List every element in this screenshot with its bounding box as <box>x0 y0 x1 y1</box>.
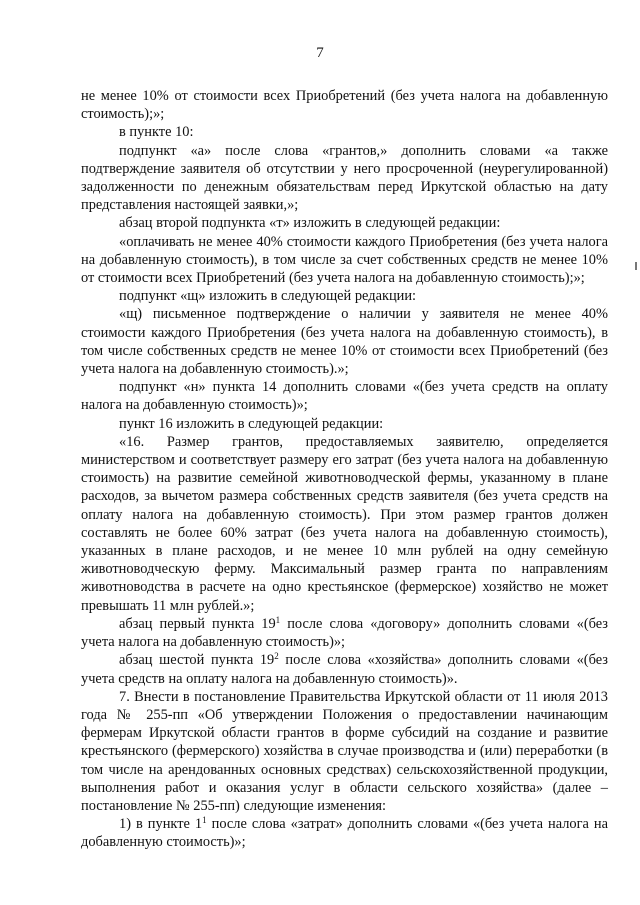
document-body <box>81 87 608 852</box>
paragraph-item-19-1-after: после слова «договору» дополнить словами «(без учета налога на добавленную стоимость)»; <box>81 615 608 651</box>
paragraph-continuation: не менее 10% от стоимости всех Приобретений (без учета налога на добавленную стоимость);»; <box>81 88 608 123</box>
paragraph-section-7: 7. Внести в постановление Правительства Иркутской области от 11 июля 2013 года № 255-пп «Об утверждении Положения о предоставлении начинающим фермерам Иркутской области грантов в форме субсидий на создание и развитие крестьянского (фермерского) хозяйства в случае производства и (или) переработки (в том числе на арендованных основных средствах) сельскохозяйственной продукции, выполнения работ и оказания услуг в области сельского хозяйства» (далее – постановление № 255-пп) следующие изменения: <box>81 688 608 814</box>
paragraph-subitem-t-intro: абзац второй подпункта «т» изложить в следующей редакции: <box>119 215 501 232</box>
paragraph-item-19-2-after: после слова «хозяйства» дополнить словами «(без учета средств на оплату налога на добавленную стоимость)». <box>81 652 608 687</box>
paragraph-section-7-item-1-after: после слова «затрат» дополнить словами «(без учета налога на добавленную стоимость)»; <box>81 816 608 851</box>
paragraph-subitem-n: подпункт «н» пункта 14 дополнить словами «(без учета средств на оплату налога на добавленную стоимость)»; <box>81 379 608 414</box>
paragraph-section-7-item-1-before: 1) в пункте 1 <box>119 816 203 833</box>
paragraph-item-19-1-before: абзац первый пункта 19 <box>119 615 276 632</box>
paragraph-item-16-text: «16. Размер грантов, предоставляемых заявителю, определяется министерством и соответствует размеру его затрат (без учета налога на добавленную стоимость) на развитие семейной животноводческой фермы, указанному в плане расходов, за вычетом размера собственных средств заявителя (без учета средств на оплату налога на добавленную стоимость). При этом размер грантов должен составлять не более 60% затрат (без учета налога на добавленную стоимость), указанных в плане расходов, и не менее 10 млн рублей на одну семейную животноводческую ферму. Максимальный размер гранта по направлениям животноводства в расчете на одно крестьянское (фермерское) хозяйство не может превышать 11 млн рублей.»; <box>81 433 608 614</box>
paragraph-section-7-item-1 <box>81 815 608 851</box>
paragraph-subitem-a: подпункт «а» после слова «грантов,» дополнить словами «а также подтверждение заявителя об отсутствии у него просроченной (неурегулированной) задолженности по денежным обязательствам перед Иркутской областью на дату представления настоящей заявки,»; <box>81 142 608 214</box>
paragraph-item-19-2-superscript: 2 <box>274 651 279 662</box>
paragraph-item-16-intro: пункт 16 изложить в следующей редакции: <box>119 415 384 432</box>
paragraph-subitem-shch-text: «щ) письменное подтверждение о наличии у заявителя не менее 40% стоимости каждого Приобретения (без учета налога на добавленную стоимость), в том числе собственных средств не менее 10% от стоимости всех Приобретений (без учета налога на добавленную стоимость).»; <box>81 306 608 378</box>
paragraph-subitem-shch-intro: подпункт «щ» изложить в следующей редакции: <box>119 288 417 305</box>
paragraph-item-19-2-before: абзац шестой пункта 19 <box>119 652 275 669</box>
paragraph-item-19-2 <box>81 651 608 687</box>
paragraph-item-10: в пункте 10: <box>119 124 194 141</box>
page-number: 7 <box>316 45 324 61</box>
paragraph-item-19-1 <box>81 615 608 651</box>
paragraph-subitem-t-text: «оплачивать не менее 40% стоимости каждого Приобретения (без учета налога на добавленную стоимость), в том числе за счет собственных средств не менее 10% от стоимости всех Приобретений (без учета налога на добавленную стоимость);»; <box>81 233 608 287</box>
paragraph-section-7-item-1-superscript: 1 <box>202 815 207 826</box>
paragraph-item-19-1-superscript: 1 <box>275 614 281 625</box>
scan-edge-mark <box>635 262 637 270</box>
